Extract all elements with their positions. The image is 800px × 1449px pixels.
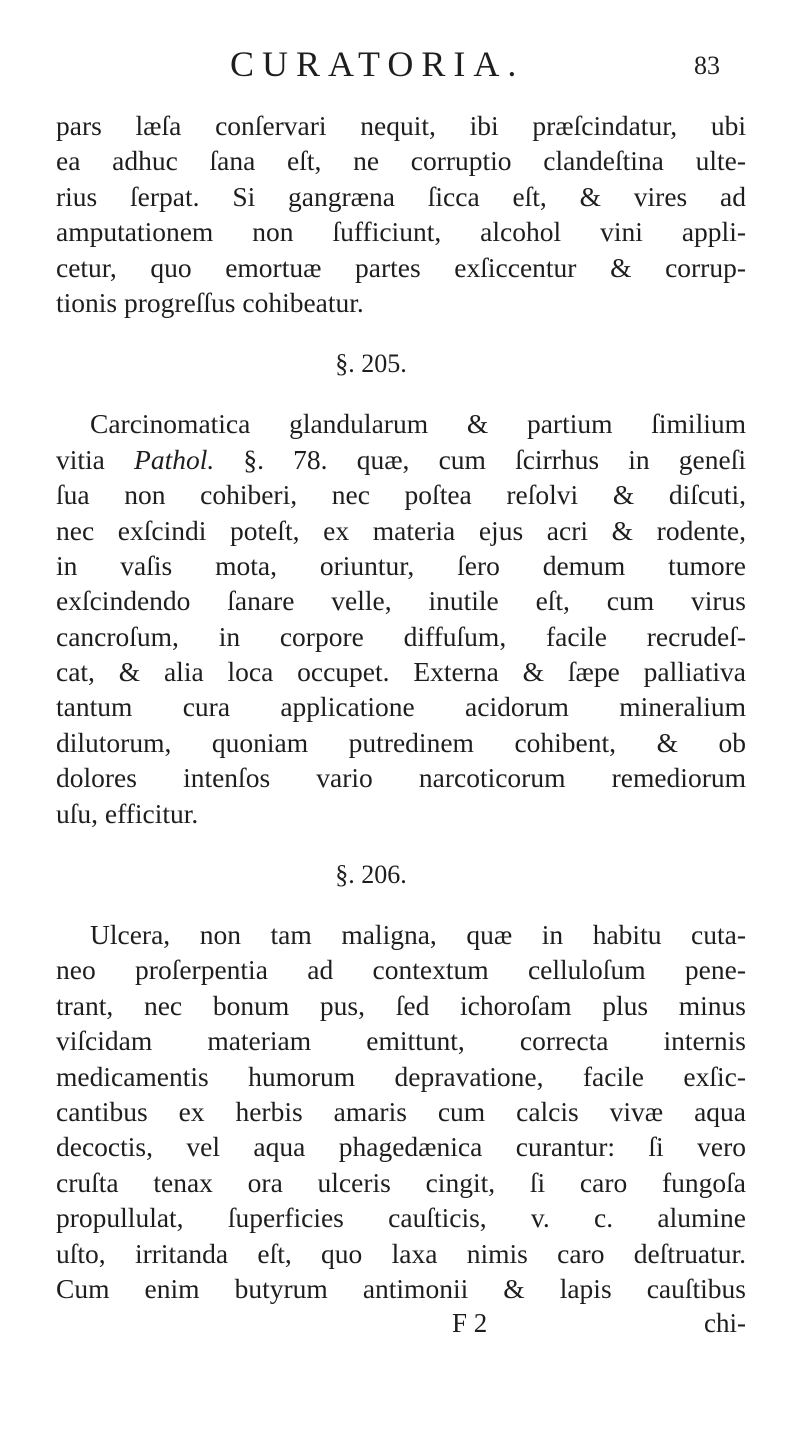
text-line: dilutorum, quoniam putredinem cohibent, & ob (56, 726, 746, 758)
text-line: uſu, efficitur. (56, 797, 199, 829)
text-line: cat, & alia loca occupet. Externa & ſæpe palliativa (56, 656, 746, 688)
section-205-paragraph (56, 406, 746, 831)
text-line: tionis progreſſus cohibeatur. (56, 286, 364, 318)
page-number: 83 (694, 51, 720, 80)
text-fragment: vitia (56, 443, 135, 475)
text-line: cetur, quo emortuæ partes exſiccentur & corrup- (56, 251, 746, 283)
text-fragment: §. 78. quæ, cum ſcirrhus in geneſi (214, 443, 746, 475)
text-line: cruſta tenax ora ulceris cingit, ſi caro fungoſa (56, 1166, 746, 1198)
text-line: viſcidam materiam emittunt, correcta internis (56, 1025, 746, 1057)
reference-pathol: Pathol. (134, 443, 215, 475)
text-line: propullulat, ſuperficies cauſticis, v. c. alumine (56, 1202, 746, 1234)
running-head (0, 40, 800, 88)
text-line: neo proſerpentia ad contextum celluloſum pene- (56, 954, 746, 986)
text-line: Carcinomatica glandularum & partium ſimilium (90, 408, 746, 440)
text-line: cancroſum, in corpore diffuſum, facile recrudeſ- (56, 620, 746, 652)
text-line: in vaſis mota, oriuntur, ſero demum tumore (56, 549, 746, 581)
text-line: exſcindendo ſanare velle, inutile eſt, cum virus (56, 585, 746, 617)
text-line: pars læſa conſervari nequit, ibi præſcindatur, ubi (56, 110, 746, 141)
text-line (56, 442, 746, 477)
running-title: CURATORIA. (230, 44, 525, 84)
section-heading-205: §. 205. (335, 349, 407, 379)
text-line: cantibus ex herbis amaris cum calcis vivæ aqua (56, 1095, 746, 1127)
signature-mark: F 2 (452, 1308, 488, 1339)
text-line: ea adhuc ſana eſt, ne corruptio clandeſtina ulte- (56, 145, 746, 177)
text-line: rius ſerpat. Si gangræna ſicca eſt, & vires ad (56, 180, 746, 212)
paragraph-continuation (56, 108, 746, 320)
page-footer (56, 1306, 746, 1341)
text-line: uſto, irritanda eſt, quo laxa nimis caro deſtruatur. (56, 1237, 746, 1269)
text-line: medicamentis humorum depravatione, facile exſic- (56, 1060, 746, 1092)
catchword: chi- (704, 1308, 746, 1339)
text-line: tantum cura applicatione acidorum mineralium (56, 691, 746, 723)
text-line: decoctis, vel aqua phagedænica curantur: ſi vero (56, 1131, 746, 1163)
text-line: Ulcera, non tam maligna, quæ in habitu cuta- (90, 919, 746, 951)
text-line: dolores intenſos vario narcoticorum remediorum (56, 762, 746, 794)
section-206-paragraph (56, 917, 746, 1306)
body-text (56, 108, 746, 1342)
text-line: Cum enim butyrum antimonii & lapis cauſtibus (56, 1272, 746, 1304)
text-line: nec exſcindi poteſt, ex materia ejus acri & rodente, (56, 514, 746, 546)
text-line: trant, nec bonum pus, ſed ichoroſam plus minus (56, 989, 746, 1021)
text-line: amputationem non ſufficiunt, alcohol vini appli- (56, 216, 746, 248)
text-line: ſua non cohiberi, nec poſtea reſolvi & diſcuti, (56, 479, 746, 511)
section-heading-206: §. 206. (335, 860, 407, 890)
